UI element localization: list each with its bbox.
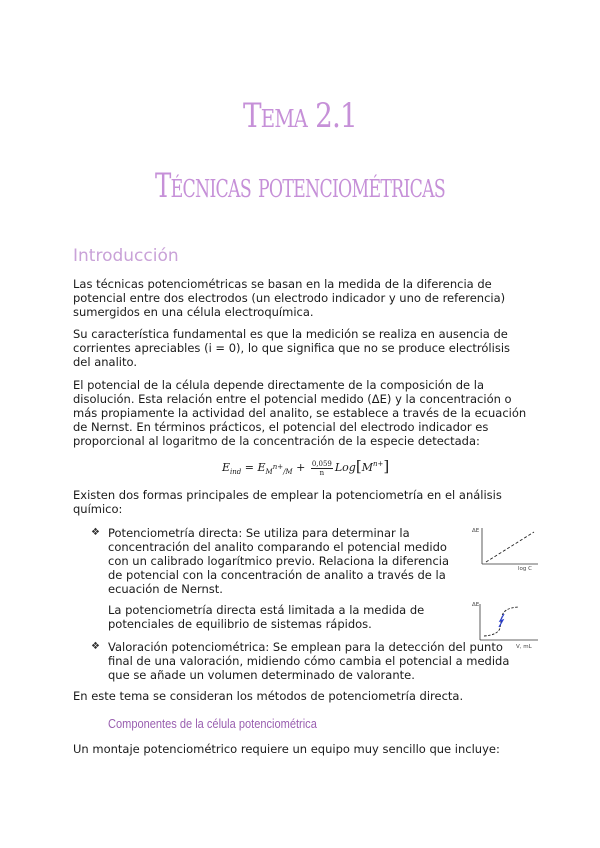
graph2-x-label: V, mL xyxy=(516,644,532,650)
formula-log: Log xyxy=(334,461,356,474)
graph1-y-label: ΔE xyxy=(472,528,480,534)
paragraph-6: Un montaje potenciométrico requiere un equipo muy sencillo que incluye: xyxy=(73,742,500,756)
calibration-line xyxy=(486,532,534,562)
formula-lbr: [ xyxy=(355,457,362,475)
paragraph-5: En este tema se consideran los métodos de potenciometría directa. xyxy=(73,689,464,703)
formula-m-sub: M xyxy=(265,468,273,476)
section-heading-intro: Introducción xyxy=(73,246,179,266)
formula-rbr: ] xyxy=(383,457,390,475)
formula-ind: ind xyxy=(230,468,242,476)
titration-curve-graph xyxy=(470,600,540,655)
title-line-1: Tema 2.1 xyxy=(243,96,357,136)
formula-m: M xyxy=(361,461,373,474)
formula-numerator: 0,059 xyxy=(311,459,332,468)
titration-curve xyxy=(484,607,518,636)
formula-denominator: n xyxy=(319,468,325,477)
graph2-y-label: ΔE xyxy=(472,602,480,608)
calibration-graph-svg xyxy=(470,522,540,572)
formula-n-plus-2: n+ xyxy=(372,460,384,468)
bullet-item-2: Valoración potenciométrica: Se emplean para la detección del punto final de una valoración, midiendo cómo cambia el potencial a medida que se añade un volumen determinado de valorante. xyxy=(108,640,510,682)
nernst-equation xyxy=(222,457,389,477)
graph1-x-label: log C xyxy=(518,566,532,572)
paragraph-1: Las técnicas potenciométricas se basan en la medida de la diferencia de potencial entre dos electrodos (un electrodo indicador y uno de referencia) sumergidos en una célula electroquímica. xyxy=(73,277,506,319)
bullet-item-1: Potenciometría directa: Se utiliza para determinar la concentración del analito comparando el potencial medido con un calibrado logarítmico previo. Relaciona la diferencia de potencial con la concentración de analito a través de la ecuación de Nernst. xyxy=(108,526,450,596)
paragraph-2: Su característica fundamental es que la medición se realiza en ausencia de corrientes apreciables (i = 0), lo que significa que no se produce electrólisis del analito. xyxy=(73,327,510,369)
subsection-heading: Componentes de la célula potenciométrica xyxy=(108,716,317,731)
formula-n-plus-1: n+ xyxy=(272,463,284,471)
formula-eq: = E xyxy=(241,461,266,474)
formula-plus: + xyxy=(292,461,309,474)
formula-e: E xyxy=(222,461,231,474)
bullet-item-1-extra: La potenciometría directa está limitada a la medida de potenciales de equilibrio de sistemas rápidos. xyxy=(108,603,425,631)
title-line-2: Técnicas potenciométricas xyxy=(155,166,445,206)
formula-fraction xyxy=(311,460,333,477)
calibration-graph xyxy=(470,522,540,572)
formula-slash-m: /M xyxy=(283,468,293,476)
bullet-glyph-2: ❖ xyxy=(91,641,100,652)
paragraph-3: El potencial de la célula depende directamente de la composición de la disolución. Esta relación entre el potencial medido (ΔE) y la concentración o más propiamente la actividad del analito, se establece a través de la ecuación de Nernst. En términos prácticos, el potencial del electrodo indicador es proporcional al logaritmo de la concentración de la especie detectada: xyxy=(73,378,527,448)
paragraph-4: Existen dos formas principales de emplear la potenciometría en el análisis químico: xyxy=(73,488,502,516)
equivalence-point-mark xyxy=(499,614,504,627)
bullet-glyph-1: ❖ xyxy=(91,527,100,538)
